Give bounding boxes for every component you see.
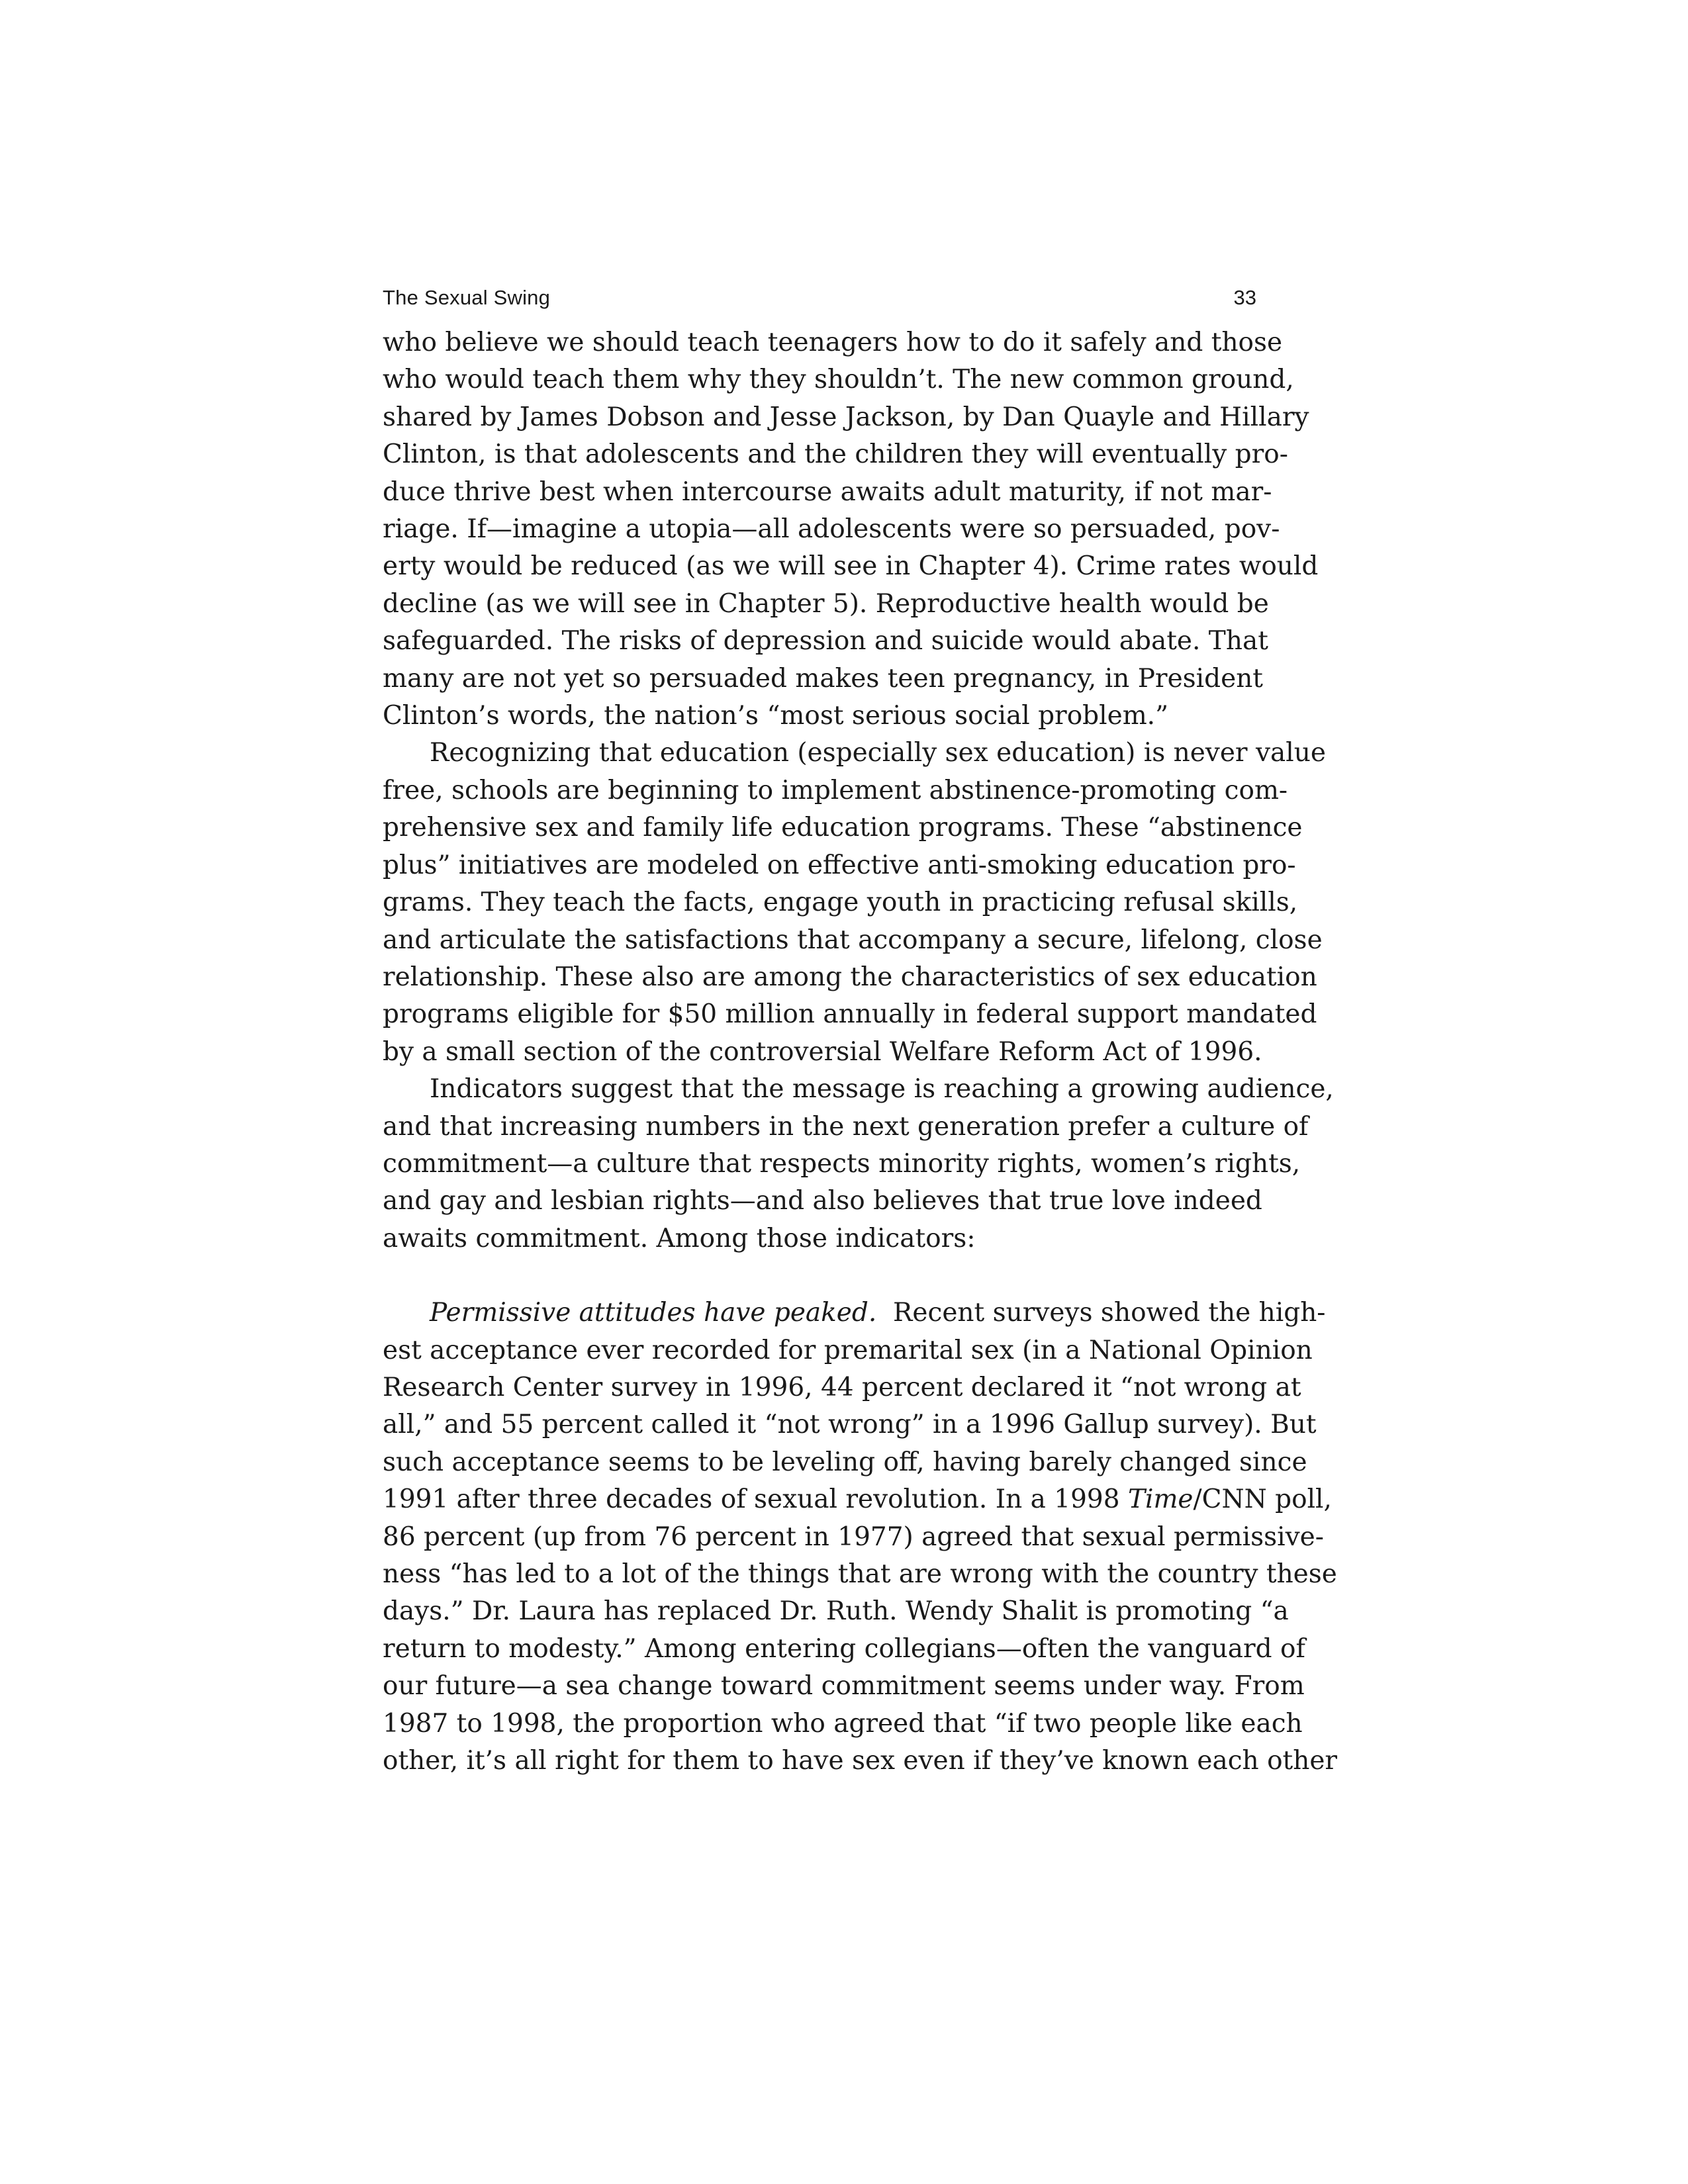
body-text bbox=[383, 324, 1338, 1780]
text-line: other, it’s all right for them to have sex even if they’ve known each other bbox=[383, 1746, 1338, 1776]
text-line: decline (as we will see in Chapter 5). Reproductive health would be bbox=[383, 588, 1269, 619]
text-line: and gay and lesbian rights—and also believes that true love indeed bbox=[383, 1186, 1262, 1216]
text-line: days.” Dr. Laura has replaced Dr. Ruth. Wendy Shalit is promoting “a bbox=[383, 1596, 1289, 1627]
paragraph-3 bbox=[383, 1071, 1334, 1257]
text-line: all,” and 55 percent called it “not wrong” in a 1996 Gallup survey). But bbox=[383, 1410, 1317, 1440]
paragraph-2 bbox=[383, 735, 1326, 1071]
text-line: erty would be reduced (as we will see in Chapter 4). Crime rates would bbox=[383, 551, 1319, 582]
text-run: Recent surveys showed the high- bbox=[893, 1298, 1326, 1328]
text-line: free, schools are beginning to implement abstinence-promoting com- bbox=[383, 775, 1288, 805]
text-line: riage. If—imagine a utopia—all adolescents were so persuaded, pov- bbox=[383, 514, 1280, 545]
text-line: many are not yet so persuaded makes teen pregnancy, in President bbox=[383, 663, 1263, 694]
text-line: safeguarded. The risks of depression and suicide would abate. That bbox=[383, 626, 1268, 657]
paragraph-1 bbox=[383, 324, 1319, 735]
text-line: awaits commitment. Among those indicators: bbox=[383, 1223, 976, 1253]
text-line: Indicators suggest that the message is reaching a growing audience, bbox=[430, 1074, 1334, 1105]
text-line: our future—a sea change toward commitment seems under way. From bbox=[383, 1671, 1305, 1702]
text-line: return to modesty.” Among entering collegians—often the vanguard of bbox=[383, 1633, 1305, 1664]
text-line: who believe we should teach teenagers how to do it safely and those bbox=[383, 328, 1283, 357]
text-line bbox=[383, 1481, 1332, 1518]
text-line: est acceptance ever recorded for premarital sex (in a National Opinion bbox=[383, 1335, 1313, 1365]
text-run: 1991 after three decades of sexual revolution. In a 1998 bbox=[383, 1484, 1120, 1515]
page-number: 33 bbox=[1233, 286, 1256, 309]
text-line: duce thrive best when intercourse awaits adult maturity, if not mar- bbox=[383, 477, 1272, 507]
text-line: 1987 to 1998, the proportion who agreed that “if two people like each bbox=[383, 1708, 1303, 1739]
text-line bbox=[383, 1295, 1326, 1332]
text-line: programs eligible for $50 million annually in federal support mandated bbox=[383, 999, 1317, 1030]
text-line: commitment—a culture that respects minority rights, women’s rights, bbox=[383, 1148, 1301, 1179]
text-line: and articulate the satisfactions that accompany a secure, lifelong, close bbox=[383, 925, 1323, 955]
text-line: Clinton, is that adolescents and the children they will eventually pro- bbox=[383, 439, 1288, 470]
run-in-heading: Permissive attitudes have peaked. bbox=[430, 1298, 877, 1328]
text-line: grams. They teach the facts, engage youth in practicing refusal skills, bbox=[383, 887, 1298, 918]
text-line: Research Center survey in 1996, 44 percent declared it “not wrong at bbox=[383, 1372, 1301, 1402]
text-line: prehensive sex and family life education programs. These “abstinence bbox=[383, 813, 1303, 843]
text-line: ness “has led to a lot of the things that are wrong with the country these bbox=[383, 1559, 1337, 1589]
text-run: /CNN poll, bbox=[1193, 1484, 1332, 1515]
text-line: shared by James Dobson and Jesse Jackson, by Dan Quayle and Hillary bbox=[383, 402, 1309, 432]
running-head-title: The Sexual Swing bbox=[383, 286, 551, 309]
text-line: 86 percent (up from 76 percent in 1977) agreed that sexual permissive- bbox=[383, 1522, 1324, 1552]
paragraph-4 bbox=[383, 1295, 1338, 1780]
text-line: who would teach them why they shouldn’t. The new common ground, bbox=[383, 365, 1294, 395]
section-spacer bbox=[383, 1257, 1256, 1295]
text-line: relationship. These also are among the characteristics of sex education bbox=[383, 962, 1317, 992]
text-line: by a small section of the controversial Welfare Reform Act of 1996. bbox=[383, 1036, 1262, 1067]
running-head bbox=[383, 286, 1256, 318]
publication-title: Time bbox=[1127, 1484, 1194, 1515]
text-line: plus” initiatives are modeled on effective anti-smoking education pro- bbox=[383, 850, 1296, 880]
text-line: such acceptance seems to be leveling off, having barely changed since bbox=[383, 1447, 1307, 1477]
text-line: and that increasing numbers in the next generation prefer a culture of bbox=[383, 1111, 1309, 1142]
text-line: Recognizing that education (especially sex education) is never value bbox=[430, 738, 1326, 768]
text-line: Clinton’s words, the nation’s “most serious social problem.” bbox=[383, 701, 1169, 731]
